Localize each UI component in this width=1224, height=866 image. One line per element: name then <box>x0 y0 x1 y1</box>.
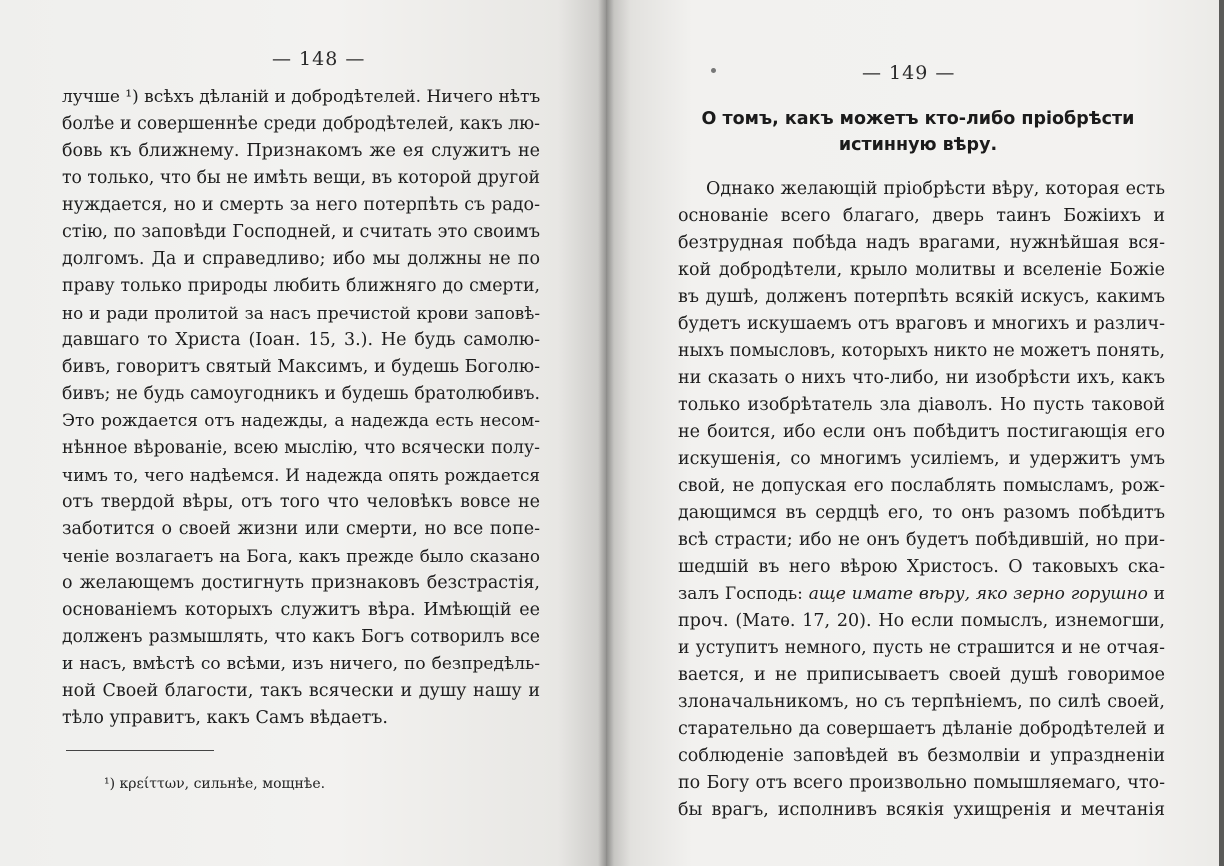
page-number-149: — 149 — <box>862 62 956 84</box>
text-line: ныхъ помысловъ, которыхъ никто не можетъ понять, <box>678 341 1165 361</box>
footnote: ¹) κρείττων, сильнѣе, мощнѣе. <box>104 776 326 792</box>
text-line: проч. (Матѳ. 17, 20). Но если помыслъ, изнемогши, <box>678 611 1165 631</box>
footnote-divider <box>66 750 214 751</box>
heading-line: истинную вѣру. <box>838 135 998 155</box>
text-line: свой, не допуская его послаблять помысламъ, рож- <box>678 476 1165 496</box>
text-line: долженъ размышлять, что какъ Богъ сотворилъ все <box>62 627 540 647</box>
text-line: Однако желающій пріобрѣсти вѣру, которая есть <box>706 179 1165 199</box>
text-line: заботится о своей жизни или смерти, но все попе- <box>62 519 540 539</box>
left-page-body <box>62 84 540 732</box>
left-page <box>0 0 606 866</box>
text-line: нуждается, но и смерть за него потерпѣть съ радо- <box>62 195 540 215</box>
text-line: не боится, ибо если онъ побѣдитъ постигающія его <box>678 422 1165 442</box>
text-line: ной Своей благости, такъ всячески и душу нашу и <box>62 681 540 701</box>
text-line: о желающемъ достигнуть признаковъ безстрастія, <box>62 573 540 593</box>
page-number-148: — 148 — <box>272 48 366 70</box>
text-line: то только, что бы не имѣть вещи, въ которой другой <box>62 168 540 188</box>
text-line: лучше ¹) всѣхъ дѣланій и добродѣтелей. Ничего нѣтъ <box>62 87 541 107</box>
text-line: бы врагъ, исполнивъ всякія ухищренія и мечтанія <box>678 800 1165 820</box>
text-line: чимъ то, чего надѣемся. И надежда опять рождается <box>62 465 540 485</box>
text-line: и уступитъ немного, пусть не страшится и не отчая- <box>678 638 1165 658</box>
text-line: шедшій въ него вѣрою Христосъ. О таковыхъ ска- <box>678 557 1165 577</box>
text-line: основаніемъ которыхъ служитъ вѣра. Имѣющій ее <box>62 600 540 620</box>
text-line: злоначальникомъ, но съ терпѣніемъ, по силѣ своей, <box>678 692 1165 712</box>
text-line: болѣе и совершеннѣе среди добродѣтелей, какъ лю- <box>62 114 540 134</box>
text-line: искушенія, со многимъ усиліемъ, и удержитъ умъ <box>678 449 1165 469</box>
text-line: бивъ; не будь самоугодникъ и будешь братолюбивъ. <box>62 384 540 404</box>
text-line: Это рождается отъ надежды, а надежда есть несом- <box>62 411 540 431</box>
text-line: дающимся въ сердцѣ его, то онъ разомъ побѣдитъ <box>678 503 1165 523</box>
text-line: только изобрѣтатель зла діаволъ. Но пусть таковой <box>678 395 1165 415</box>
text-line: ни сказать о нихъ что-либо, ни изобрѣсти ихъ, какъ <box>678 368 1165 388</box>
text-line: и насъ, вмѣстѣ со всѣми, изъ ничего, по безпредѣль- <box>62 654 540 674</box>
right-page <box>606 0 1224 866</box>
text-line: давшаго то Христа (Іоан. 15, 3.). Не будь самолю- <box>62 330 540 350</box>
scripture-quote-line <box>678 581 1165 608</box>
quote-line-end: и <box>1147 584 1165 604</box>
text-line: основаніе всего благаго, дверь таинъ Божіихъ и <box>678 206 1165 226</box>
text-line: старательно да совершаетъ дѣланіе добродѣтелей и <box>678 719 1165 739</box>
book-gutter <box>598 0 614 866</box>
chapter-heading <box>668 106 1168 158</box>
text-line: отъ твердой вѣры, отъ того что человѣкъ вовсе не <box>62 492 540 512</box>
text-line: кой добродѣтели, крыло молитвы и вселеніе Божіе <box>678 260 1165 280</box>
text-line: въ душѣ, долженъ потерпѣть всякій искусъ, какимъ <box>678 287 1165 307</box>
text-line: безтрудная побѣда надъ врагами, нужнѣйшая вся- <box>678 233 1165 253</box>
text-line: бовь къ ближнему. Признакомъ же ея служитъ не <box>62 141 540 161</box>
scripture-quote: аще имате вѣру, яко зерно горушно <box>808 584 1148 604</box>
text-line: соблюденіе заповѣдей въ безмолвіи и упраздненіи <box>678 746 1165 766</box>
right-page-body <box>678 176 1165 824</box>
heading-line: О томъ, какъ можетъ кто-либо пріобрѣсти <box>701 109 1135 129</box>
text-line: ченіе возлагаетъ на Бога, какъ прежде было сказано <box>62 546 540 566</box>
text-line: праву только природы любить ближняго до смерти, <box>62 276 540 296</box>
quote-line-start: залъ Господь: <box>678 584 809 604</box>
text-line: нѣнное вѣрованіе, всею мыслію, что всячески полу- <box>62 438 540 458</box>
text-line: тѣло управитъ, какъ Самъ вѣдаетъ. <box>62 708 388 728</box>
speck-mark <box>711 68 716 73</box>
text-line: но и ради пролитой за насъ пречистой крови заповѣ- <box>62 303 540 323</box>
text-line: будетъ искушаемъ отъ враговъ и многихъ и различ- <box>678 314 1165 334</box>
text-line: по Богу отъ всего произвольно помышляемаго, что- <box>678 773 1165 793</box>
text-line: долгомъ. Да и справедливо; ибо мы должны не по <box>62 249 540 269</box>
text-line: бивъ, говоритъ святый Максимъ, и будешь Боголю- <box>62 357 540 377</box>
text-line: вается, и не приписываетъ своей душѣ говоримое <box>678 665 1165 685</box>
text-line: стію, по заповѣди Господней, и считать это своимъ <box>62 222 540 242</box>
text-line: всѣ страсти; ибо не онъ будетъ побѣдившій, но при- <box>678 530 1165 550</box>
